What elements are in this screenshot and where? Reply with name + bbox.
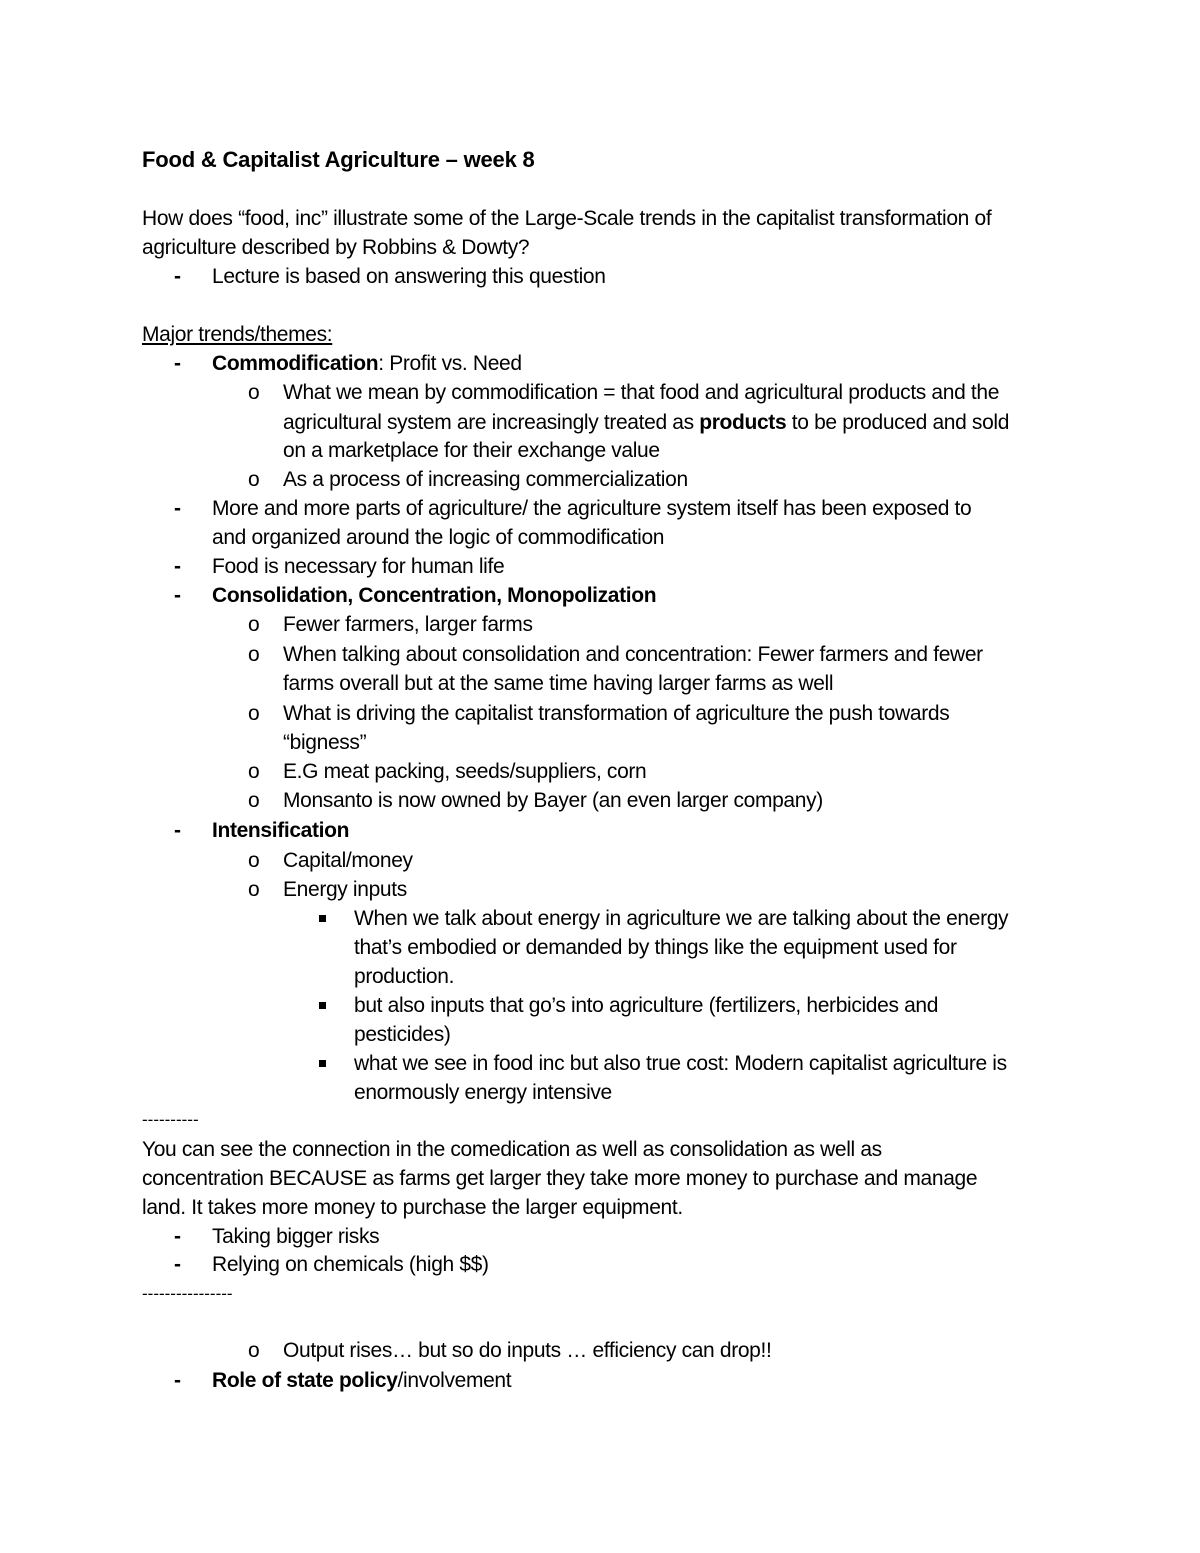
square-bullet-icon: [319, 1002, 326, 1009]
separator-1: ----------: [142, 1110, 199, 1129]
circle-bullet: o: [248, 878, 260, 901]
dash-bullet: -: [174, 819, 181, 842]
circle-bullet: o: [248, 1339, 260, 1362]
energy-bullet2-line1: but also inputs that go’s into agriculture (fertilizers, herbicides and: [354, 994, 939, 1017]
connection-line3: land. It takes more money to purchase the larger equipment.: [142, 1196, 683, 1219]
energy-bullet3-line1: what we see in food inc but also true cost: Modern capitalist agriculture is: [354, 1052, 1007, 1075]
chemicals-item: Relying on chemicals (high $$): [212, 1253, 489, 1276]
consolidation-label: Consolidation, Concentration, Monopolization: [212, 584, 657, 607]
commodification-sub1-line1: What we mean by commodification = that food and agricultural products and the: [283, 381, 1000, 404]
circle-bullet: o: [248, 789, 260, 812]
consolidation-sub3-line1: What is driving the capitalist transformation of agriculture the push towards: [283, 702, 950, 725]
dash-bullet: -: [174, 497, 181, 520]
commodification-sub1-line2: [283, 408, 1009, 437]
food-necessary: Food is necessary for human life: [212, 555, 505, 578]
lecture-note: Lecture is based on answering this question: [212, 265, 606, 288]
commodification-sub2: As a process of increasing commercialization: [283, 468, 688, 491]
circle-bullet: o: [248, 468, 260, 491]
dash-bullet: -: [174, 352, 181, 375]
commodification-item: [212, 349, 522, 378]
document-title: Food & Capitalist Agriculture – week 8: [142, 147, 535, 172]
dash-bullet: -: [174, 265, 181, 288]
circle-bullet: o: [248, 760, 260, 783]
consolidation-sub3-line2: “bigness”: [283, 731, 367, 754]
state-policy-label: Role of state policy: [212, 1369, 398, 1392]
dash-bullet: -: [174, 1225, 181, 1248]
connection-line2: concentration BECAUSE as farms get larger they take more money to purchase and manage: [142, 1167, 978, 1190]
dash-bullet: -: [174, 1253, 181, 1276]
intensification-sub1: Capital/money: [283, 849, 413, 872]
circle-bullet: o: [248, 849, 260, 872]
state-policy-rest: /involvement: [397, 1369, 512, 1392]
energy-bullet1-line3: production.: [354, 965, 455, 988]
text-span: to be produced and sold: [786, 411, 1010, 434]
circle-bullet: o: [248, 381, 260, 404]
square-bullet-icon: [319, 1060, 326, 1067]
risks-item: Taking bigger risks: [212, 1225, 380, 1248]
circle-bullet: o: [248, 613, 260, 636]
major-trends-heading: Major trends/themes:: [142, 323, 333, 346]
intensification-sub2: Energy inputs: [283, 878, 407, 901]
dash-bullet: -: [174, 555, 181, 578]
energy-bullet1-line2: that’s embodied or demanded by things like the equipment used for: [354, 936, 957, 959]
energy-bullet3-line2: enormously energy intensive: [354, 1081, 612, 1104]
circle-bullet: o: [248, 643, 260, 666]
products-bold: products: [699, 411, 787, 434]
energy-bullet1-line1: When we talk about energy in agriculture we are talking about the energy: [354, 907, 1009, 930]
square-bullet-icon: [319, 915, 326, 922]
consolidation-sub1: Fewer farmers, larger farms: [283, 613, 533, 636]
intensification-label: Intensification: [212, 819, 350, 842]
document-page: [142, 0, 1072, 1553]
commodification-sub1-line3: on a marketplace for their exchange value: [283, 439, 660, 462]
consolidation-sub2-line1: When talking about consolidation and concentration: Fewer farmers and fewer: [283, 643, 983, 666]
circle-bullet: o: [248, 702, 260, 725]
text-span: agricultural system are increasingly treated as: [283, 411, 700, 434]
more-parts-line1: More and more parts of agriculture/ the agriculture system itself has been exposed to: [212, 497, 972, 520]
separator-2: ----------------: [142, 1284, 233, 1303]
energy-bullet2-line2: pesticides): [354, 1023, 451, 1046]
state-policy-item: [212, 1366, 511, 1395]
question-line-2: agriculture described by Robbins & Dowty?: [142, 236, 530, 259]
commodification-rest: : Profit vs. Need: [378, 352, 522, 375]
consolidation-sub4: E.G meat packing, seeds/suppliers, corn: [283, 760, 647, 783]
dash-bullet: -: [174, 1369, 181, 1392]
more-parts-line2: and organized around the logic of commodification: [212, 526, 665, 549]
consolidation-sub2-line2: farms overall but at the same time having larger farms as well: [283, 672, 834, 695]
dash-bullet: -: [174, 584, 181, 607]
consolidation-sub5: Monsanto is now owned by Bayer (an even larger company): [283, 789, 823, 812]
question-line-1: How does “food, inc” illustrate some of the Large-Scale trends in the capitalist transformation of: [142, 207, 992, 230]
connection-line1: You can see the connection in the comedication as well as consolidation as well as: [142, 1138, 882, 1161]
output-rises: Output rises… but so do inputs … efficiency can drop!!: [283, 1339, 772, 1362]
commodification-label: Commodification: [212, 352, 379, 375]
